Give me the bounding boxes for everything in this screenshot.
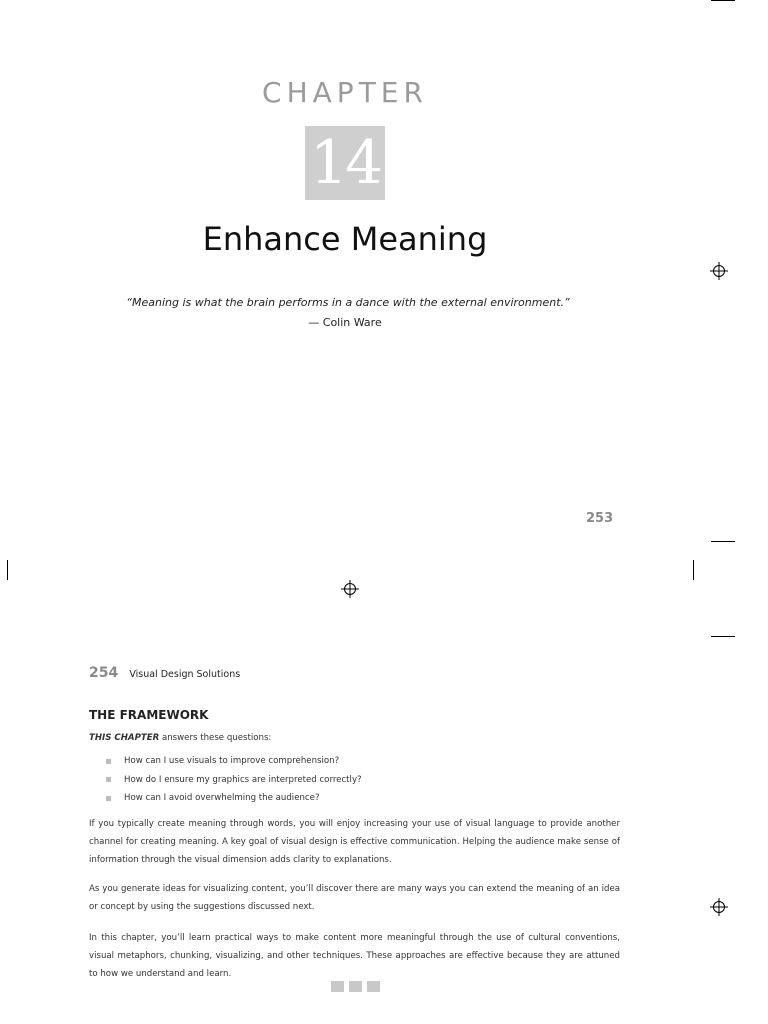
body-paragraph: If you typically create meaning through words, you will enjoy increasing your use of visual language to provide another channel for creating meaning. A key goal of visual design is effective communication. Helping the audience make sense of information through the visual dimension adds clarity to explanations. <box>89 819 620 865</box>
crop-mark-mid-right-upper <box>711 541 735 542</box>
body-paragraph: As you generate ideas for visualizing content, you’ll discover there are many ways you can extend the meaning of an idea or concept by using the suggestions discussed next. <box>89 884 620 912</box>
registration-mark-icon <box>341 580 359 598</box>
square-icon <box>349 981 362 992</box>
intro-emphasis: THIS CHAPTER <box>89 733 160 743</box>
bullet-square-icon <box>106 796 111 801</box>
section-heading: THE FRAMEWORK <box>89 708 209 722</box>
intro-line <box>89 733 271 743</box>
list-item <box>106 752 362 771</box>
question-text: How do I ensure my graphics are interpreted correctly? <box>124 774 362 785</box>
chapter-number: 14 <box>305 126 385 200</box>
registration-mark-icon <box>710 262 728 280</box>
page-end-marker <box>331 981 380 992</box>
epigraph-author: — Colin Ware <box>308 316 382 329</box>
page-number: 253 <box>586 511 614 526</box>
chapter-title: Enhance Meaning <box>202 220 488 258</box>
list-item <box>106 771 362 790</box>
list-item <box>106 789 362 808</box>
square-icon <box>331 981 344 992</box>
intro-text: answers these questions: <box>159 733 272 743</box>
bullet-square-icon <box>106 777 111 782</box>
question-text: How can I use visuals to improve comprehension? <box>124 756 340 767</box>
running-head-page-number: 254 <box>89 665 119 681</box>
chapter-label: CHAPTER <box>262 76 428 109</box>
bullet-square-icon <box>106 759 111 764</box>
crop-mark-right <box>693 560 694 580</box>
crop-mark-mid-right-lower <box>711 636 735 637</box>
registration-mark-icon <box>710 898 728 916</box>
body-paragraph: In this chapter, you’ll learn practical ways to make content more meaningful through the use of cultural conventions, visual metaphors, chunking, visualizing, and other techniques. These approaches are effective because they are attuned to how we understand and learn. <box>89 933 620 979</box>
running-head <box>89 662 240 681</box>
running-head-title: Visual Design Solutions <box>129 669 241 680</box>
crop-mark-left <box>7 560 8 580</box>
square-icon <box>367 981 380 992</box>
question-list <box>106 752 362 808</box>
crop-mark-top-right <box>711 0 735 1</box>
epigraph-quote: “Meaning is what the brain performs in a dance with the external environment.” <box>126 296 570 309</box>
question-text: How can I avoid overwhelming the audience? <box>124 793 320 804</box>
